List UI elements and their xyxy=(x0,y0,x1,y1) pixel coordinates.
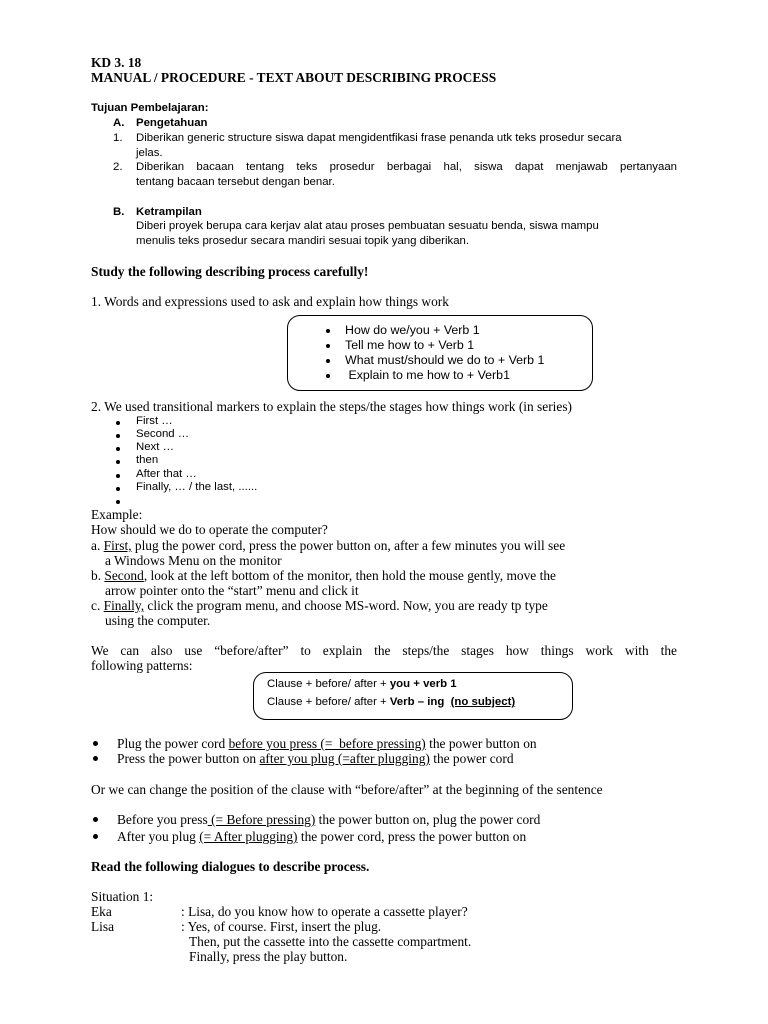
pattern-example-2-pre: Press the power button on xyxy=(117,751,260,766)
bullet-icon xyxy=(93,756,98,761)
dialogue-speaker: Lisa xyxy=(91,919,115,934)
point-2-text: 2. We used transitional markers to explain the steps/the stages how things work (in series) xyxy=(91,399,573,414)
pattern-example-1-post: the power button on xyxy=(425,736,537,751)
marker-item: First … xyxy=(136,415,173,427)
position-example-1-pre: Before you press xyxy=(117,812,208,827)
step-a-keyword: First, xyxy=(103,538,132,553)
step-c-text: click the program menu, and choose MS-word. Now, you are ready tp type xyxy=(144,598,548,613)
pattern-2-plain: Clause + before/ after + xyxy=(267,696,390,708)
dialogue-line: : Lisa, do you know how to operate a cassette player? xyxy=(181,904,468,919)
pattern-2-bold: Verb – ing xyxy=(389,696,445,708)
pattern-2-underlined: (no subject) xyxy=(450,696,516,708)
objective-1-line2: jelas. xyxy=(136,147,163,159)
section-a-title: Pengetahuan xyxy=(136,117,208,129)
situation-label: Situation 1: xyxy=(91,889,154,904)
expression-item: Tell me how to + Verb 1 xyxy=(345,338,475,352)
document-title: MANUAL / PROCEDURE - TEXT ABOUT DESCRIBING PROCESS xyxy=(91,70,497,85)
step-b-keyword: Second xyxy=(104,568,144,583)
position-example-1-underlined: (= Before pressing) xyxy=(207,812,316,827)
position-example-2-pre: After you plug xyxy=(117,829,200,844)
dialogue-speaker: Eka xyxy=(91,904,112,919)
example-step-c-line2: using the computer. xyxy=(105,613,211,628)
bullet-icon xyxy=(326,374,330,378)
bullet-icon xyxy=(326,344,330,348)
bullet-icon xyxy=(326,359,330,363)
objective-1-number: 1. xyxy=(113,132,123,144)
example-step-a-line2: a Windows Menu on the monitor xyxy=(105,553,282,568)
expression-item: What must/should we do to + Verb 1 xyxy=(345,353,545,367)
pattern-1-plain: Clause + before/ after + xyxy=(267,678,390,690)
dialogue-line: Then, put the cassette into the cassette compartment. xyxy=(189,934,472,949)
bullet-icon xyxy=(93,741,98,746)
position-example-1 xyxy=(117,812,540,827)
position-example-1-post: the power button on, plug the power cord xyxy=(315,812,541,827)
expressions-box xyxy=(287,315,593,391)
expression-item: Explain to me how to + Verb1 xyxy=(345,368,510,382)
bullet-icon xyxy=(116,487,120,491)
pattern-example-1 xyxy=(117,736,537,751)
section-b-title: Ketrampilan xyxy=(136,206,202,218)
patterns-box xyxy=(253,672,573,720)
pattern-example-2 xyxy=(117,751,514,766)
marker-item: Next … xyxy=(136,441,174,453)
step-b-text: , look at the left bottom of the monitor, then hold the mouse gently, move the xyxy=(143,568,556,583)
step-a-text: plug the power cord, press the power button on, after a few minutes you will see xyxy=(131,538,566,553)
example-label: Example: xyxy=(91,507,143,522)
marker-item: After that … xyxy=(136,468,197,480)
section-b-marker: B. xyxy=(113,206,125,218)
bullet-icon xyxy=(116,434,120,438)
objectives-heading: Tujuan Pembelajaran: xyxy=(91,102,209,114)
bullet-icon xyxy=(116,500,120,504)
marker-item: Second … xyxy=(136,428,190,440)
section-a-marker: A. xyxy=(113,117,125,129)
kd-code: KD 3. 18 xyxy=(91,55,142,70)
pattern-example-2-post: the power cord xyxy=(429,751,514,766)
dialogues-heading: Read the following dialogues to describe process. xyxy=(91,859,370,874)
objective-2-line2: tentang bacaan tersebut dengan benar. xyxy=(136,176,335,188)
example-step-a xyxy=(91,538,565,553)
objective-2-line1: Diberikan bacaan tentang teks prosedur berbagai hal, siswa dapat menjawab pertanyaan xyxy=(136,161,677,173)
pattern-example-2-underlined: after you plug (=after plugging) xyxy=(259,751,430,766)
bullet-icon xyxy=(326,329,330,333)
step-b-prefix: b. xyxy=(91,568,105,583)
pattern-2 xyxy=(267,695,515,710)
objective-1-line1: Diberikan generic structure siswa dapat mengidentfikasi frase penanda utk teks prosedur secara xyxy=(136,132,622,144)
bullet-icon xyxy=(116,474,120,478)
bullet-icon xyxy=(116,460,120,464)
clause-position-text: Or we can change the position of the clause with “before/after” at the beginning of the sentence xyxy=(91,782,603,797)
bullet-icon xyxy=(116,421,120,425)
bullet-icon xyxy=(93,817,98,822)
dialogue-line: Finally, press the play button. xyxy=(189,949,348,964)
position-example-2-underlined: (= After plugging) xyxy=(199,829,298,844)
bullet-icon xyxy=(93,834,98,839)
expression-item: How do we/you + Verb 1 xyxy=(345,323,480,337)
section-b-line2: menulis teks prosedur secara mandiri sesuai topik yang diberikan. xyxy=(136,235,470,247)
example-step-b-line2: arrow pointer onto the “start” menu and click it xyxy=(105,583,359,598)
objective-2-number: 2. xyxy=(113,161,123,173)
point-1-text: 1. Words and expressions used to ask and explain how things work xyxy=(91,294,449,309)
pattern-example-1-underlined: before you press (= before pressing) xyxy=(228,736,426,751)
example-step-b xyxy=(91,568,556,583)
marker-item: then xyxy=(136,454,159,466)
section-b-line1: Diberi proyek berupa cara kerjav alat atau proses pembuatan sesuatu benda, siswa mampu xyxy=(136,220,599,232)
study-heading: Study the following describing process carefully! xyxy=(91,264,369,279)
dialogue-line: : Yes, of course. First, insert the plug. xyxy=(181,919,382,934)
step-a-prefix: a. xyxy=(91,538,104,553)
example-question: How should we do to operate the computer? xyxy=(91,522,328,537)
step-c-prefix: c. xyxy=(91,598,104,613)
pattern-1-bold: you + verb 1 xyxy=(389,678,457,690)
before-after-intro-line2: following patterns: xyxy=(91,658,193,673)
pattern-example-1-pre: Plug the power cord xyxy=(117,736,229,751)
example-step-c xyxy=(91,598,548,613)
step-c-keyword: Finally, xyxy=(103,598,145,613)
pattern-1 xyxy=(267,677,457,692)
marker-item: Finally, … / the last, ...... xyxy=(136,481,258,493)
bullet-icon xyxy=(116,447,120,451)
position-example-2 xyxy=(117,829,526,844)
before-after-intro-line1: We can also use “before/after” to explain the steps/the stages how things work with the xyxy=(91,643,677,658)
position-example-2-post: the power cord, press the power button on xyxy=(297,829,527,844)
